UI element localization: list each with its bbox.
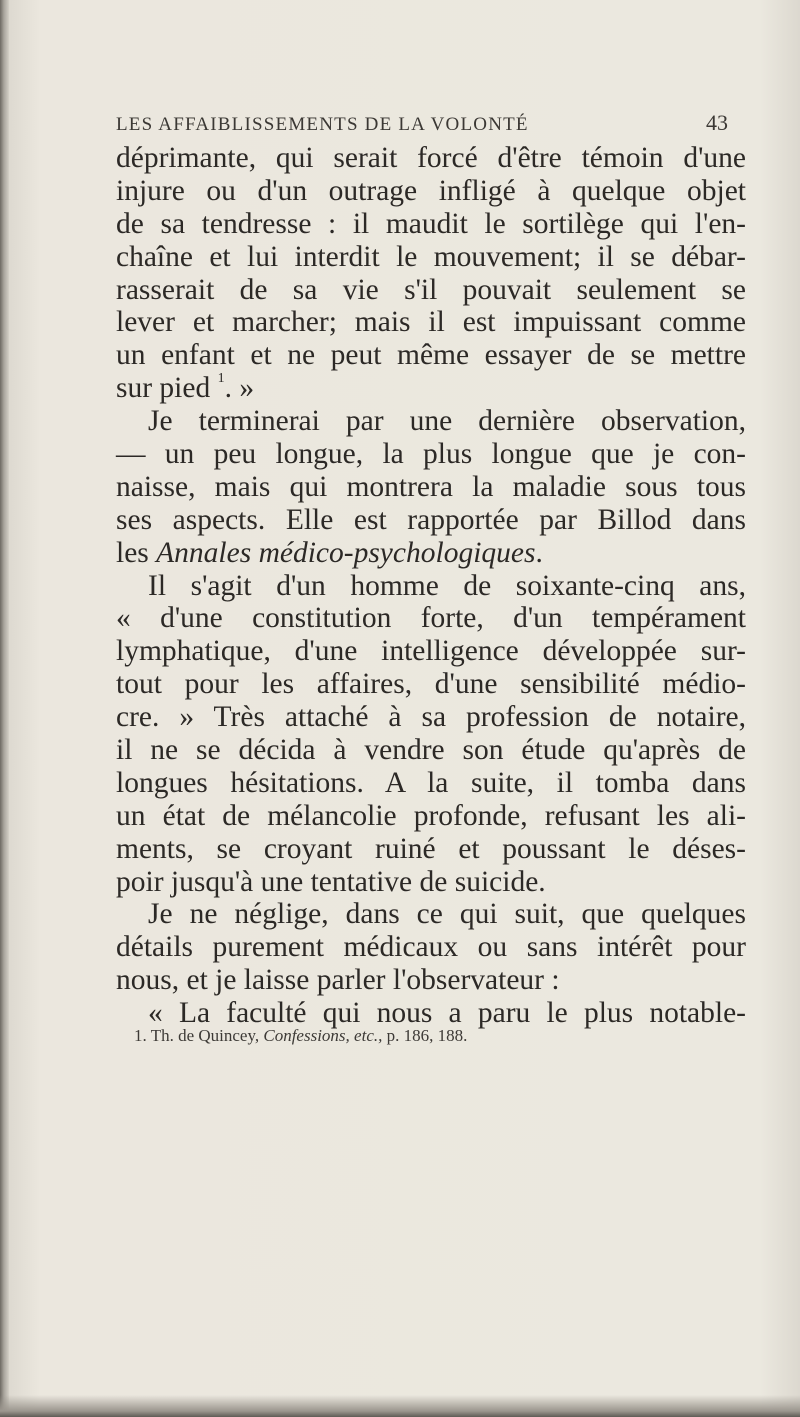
body-text [116, 142, 746, 1030]
page-bottom-edge [0, 1395, 800, 1417]
text-line: cre. » Très attaché à sa profession de notaire, [116, 701, 746, 734]
journal-title: Annales médico-psychologiques [156, 536, 536, 569]
text-line: Je terminerai par une dernière observation, [148, 405, 746, 438]
footnote-author: Th. de Quincey, [150, 1026, 260, 1045]
footnote-number: 1. [134, 1026, 147, 1045]
text-fragment: . [535, 536, 543, 569]
text-line: injure ou d'un outrage infligé à quelque objet [116, 174, 746, 207]
text-fragment: sur pied [116, 372, 211, 405]
text-line: — un peu longue, la plus longue que je con- [116, 438, 746, 471]
text-line: ments, se croyant ruiné et poussant le déses- [116, 832, 746, 865]
text-line [116, 537, 746, 570]
text-fragment: . » [224, 372, 255, 405]
text-line: lymphatique, d'une intelligence développée sur- [116, 635, 746, 668]
page-header [116, 110, 736, 140]
text-line: de sa tendresse : il maudit le sortilège qui l'en- [116, 207, 746, 240]
text-fragment: les [116, 536, 149, 569]
text-line: Je ne néglige, dans ce qui suit, que quelques [148, 898, 746, 931]
page-number: 43 [706, 110, 728, 135]
text-line: poir jusqu'à une tentative de suicide. [116, 865, 546, 898]
text-line: rasserait de sa vie s'il pouvait seulement se [116, 273, 746, 306]
text-line: un état de mélancolie profonde, refusant les ali- [116, 799, 746, 832]
footnote [134, 1026, 734, 1046]
text-line: il ne se décida à vendre son étude qu'après de [116, 734, 746, 767]
text-line: tout pour les affaires, d'une sensibilité médio- [116, 668, 746, 701]
text-line: naisse, mais qui montrera la maladie sous tous [116, 470, 746, 503]
text-line: Il s'agit d'un homme de soixante-cinq ans, [148, 569, 746, 602]
footnote-pages: p. 186, 188. [386, 1026, 468, 1045]
text-line: déprimante, qui serait forcé d'être témoin d'une [116, 142, 746, 174]
text-line: « La faculté qui nous a paru le plus notable- [148, 997, 746, 1030]
text-line: ses aspects. Elle est rapportée par Billod dans [116, 503, 746, 536]
text-line: un enfant et ne peut même essayer de se mettre [116, 339, 746, 372]
text-line: longues hésitations. A la suite, il tomba dans [116, 766, 746, 799]
footnote-reference[interactable]: 1 [217, 371, 225, 387]
text-line: lever et marcher; mais il est impuissant comme [116, 306, 746, 339]
footnote-title: Confessions, etc., [263, 1026, 383, 1045]
text-line: détails purement médicaux ou sans intérêt pour [116, 931, 746, 964]
text-line [116, 372, 746, 405]
text-line: nous, et je laisse parler l'observateur : [116, 964, 560, 997]
text-line: chaîne et lui interdit le mouvement; il se débar- [116, 240, 746, 273]
text-line: « d'une constitution forte, d'un tempérament [116, 602, 746, 635]
running-head: LES AFFAIBLISSEMENTS DE LA VOLONTÉ [116, 114, 529, 135]
binding-edge [0, 0, 9, 1417]
